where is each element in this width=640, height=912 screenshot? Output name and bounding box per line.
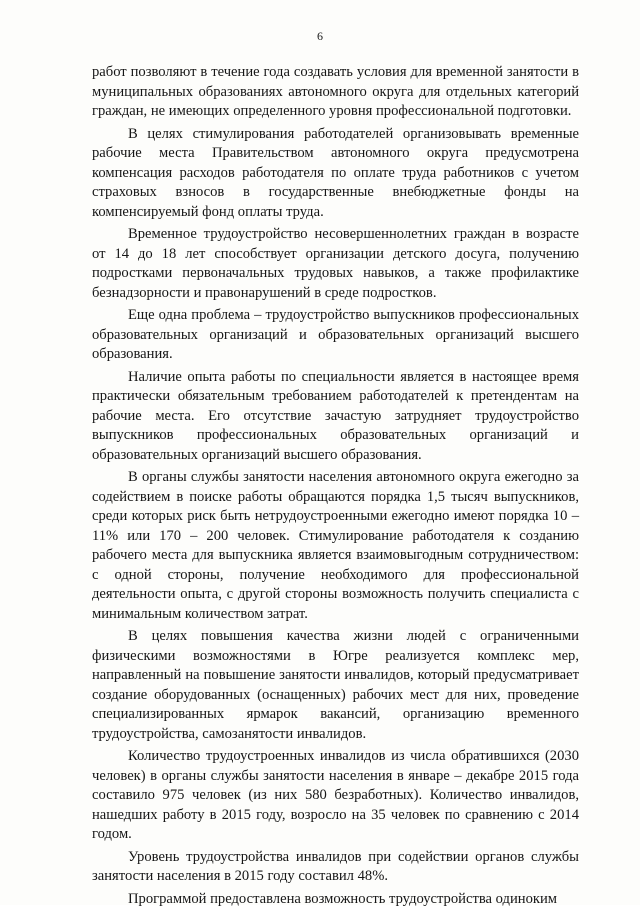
- paragraph-program: Программой предоставлена возможность трудоустройства одиноким: [128, 890, 557, 907]
- paragraph-graduates-statistics: В органы службы занятости населения автономного округа ежегодно за содействием в поиске работы обращаются порядка 1,5 тысяч выпускников, среди которых риск быть нетрудоустроенными ежегодно имеют порядка 10 – 11% или 170 – 200 человек. Стимулирование работодателя к созданию рабочего места для выпускника является взаимовыгодным сотрудничеством: с одной стороны, получение необходимого для профессиональной деятельности опыта, с другой стороны возможность получить специалиста с минимальным количеством затрат.: [92, 469, 579, 622]
- paragraph-disabled-measures: В целях повышения качества жизни людей с ограниченными физическими возможностями в Югре реализуется комплекс мер, направленный на повышение занятости инвалидов, который предусматривает создание оборудованных (оснащенных) рабочих мест для них, проведение специализированных ярмарок вакансий, организацию временного трудоустройства, самозанятости инвалидов.: [92, 628, 579, 742]
- paragraph-graduates-problem: Еще одна проблема – трудоустройство выпускников профессиональных образовательных организаций и образовательных организаций высшего образования.: [92, 307, 579, 362]
- paragraph-disabled-statistics: Количество трудоустроенных инвалидов из числа обратившихся (2030 человек) в органы службы занятости населения в январе – декабре 2015 года составило 975 человек (из них 580 безработных). Количество инвалидов, нашедших работу в 2015 году, возросло на 35 человек по сравнению с 2014 годом.: [92, 748, 579, 842]
- page-number: 6: [317, 29, 323, 43]
- paragraph-work-experience: Наличие опыта работы по специальности является в настоящее время практически обязательным требованием работодателей к претендентам на рабочие места. Его отсутствие зачастую затрудняет трудоустройство выпускников профессиональных образовательных организаций и образовательных организаций высшего образования.: [92, 368, 579, 463]
- paragraph-employer-incentives: В целях стимулирования работодателей организовывать временные рабочие места Правительством автономного округа предусмотрена компенсация расходов работодателя по оплате труда работников с учетом страховых взносов в государственные внебюджетные фонды на компенсируемый фонд оплаты труда.: [92, 125, 579, 220]
- paragraph-minors-employment: Временное трудоустройство несовершеннолетних граждан в возрасте от 14 до 18 лет способствует организации детского досуга, получению подростками первоначальных трудовых навыков, а также профилактике безнадзорности и правонарушений в среде подростков.: [92, 226, 579, 301]
- document-body: [92, 63, 579, 912]
- paragraph-employment-level: Уровень трудоустройства инвалидов при содействии органов службы занятости населения в 2015 году составил 48%.: [92, 848, 579, 884]
- paragraph-continuation: работ позволяют в течение года создавать условия для временной занятости в муниципальных образованиях автономного округа для отдельных категорий граждан, не имеющих определенного уровня профессиональной подготовки.: [92, 64, 579, 119]
